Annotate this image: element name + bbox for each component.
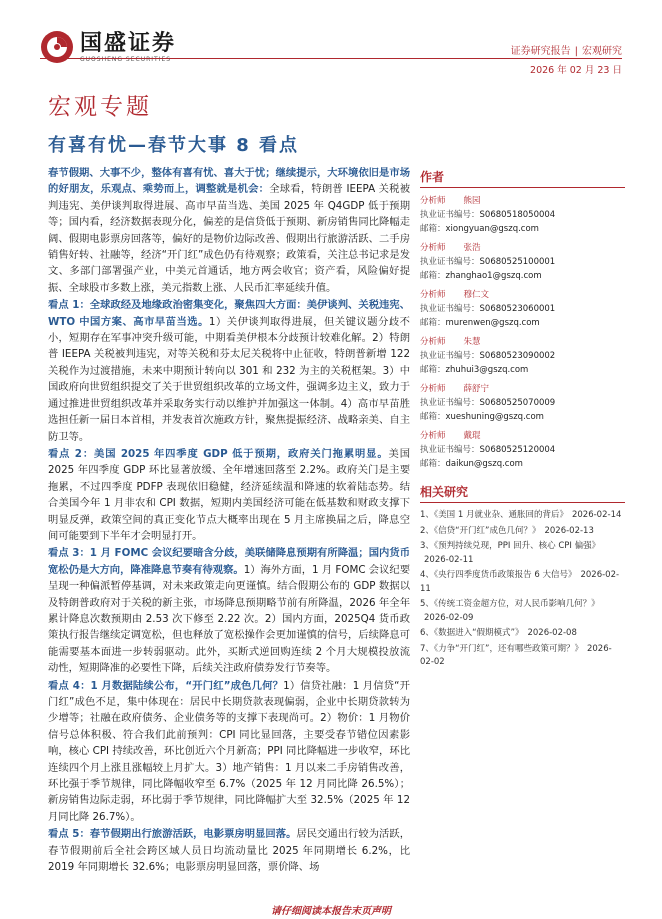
paragraph-highlight: 看点 5：春节假期出行旅游活跃，电影票房明显回落。	[48, 828, 297, 841]
related-research-date: 2026-02-09	[424, 612, 474, 623]
logo-english-name: GUOSHENG SECURITIES	[80, 55, 172, 63]
paragraph-text: 1）海外方面，1 月 FOMC 会议纪要呈现一种偏派暂停基调，对未来政策走向更谨慎。结合假期公布的 GDP 数据以及特朗普政府对于关税的新主张，市场降息预期略节前有所降温，2026 年全年累计降息次数预期由 2.53 次下修至 2.22 次。2）国内方面，2025Q4 货币政策执行报告继续定调宽松，但也释放了宽松操作会更加谨慎的信号，后续降息可能需要基本面进一步转弱驱动。此外，买断式逆回购连续 2 个月大规模投放流动性，短期降准的必要性下降，后续关注政府债券发行节奏等。	[48, 563, 411, 675]
related-research-date: 2026-02-14	[571, 510, 622, 520]
related-research-item[interactable]	[420, 525, 625, 539]
author-entry	[420, 429, 625, 471]
email-label: 邮箱：	[420, 318, 446, 328]
author-name: 熊园	[463, 196, 481, 206]
author-role: 分析师	[420, 196, 446, 206]
cert-label: 执业证书编号：	[420, 304, 480, 314]
author-role: 分析师	[420, 337, 446, 347]
cert-number: S0680525120004	[479, 445, 556, 455]
author-entry	[420, 335, 625, 377]
related-research-item[interactable]	[420, 627, 625, 641]
cert-label: 执业证书编号：	[420, 445, 480, 455]
header-divider	[40, 58, 622, 59]
author-email[interactable]: daikun@gszq.com	[445, 459, 523, 469]
author-email[interactable]: zhuhui3@gszq.com	[445, 365, 529, 375]
related-research-title: 5、《传统工资金超方位，对人民币影响几何？》	[420, 599, 600, 609]
related-research-item[interactable]	[420, 569, 625, 596]
cert-number: S0680525100001	[479, 257, 556, 267]
author-name: 薛舒宁	[463, 384, 490, 394]
paragraph-highlight: 看点 4：1 月数据陆续公布，“开门红”成色几何？	[48, 679, 284, 692]
author-name: 穆仁文	[463, 290, 490, 300]
report-body	[48, 165, 410, 876]
authors-heading: 作者	[420, 168, 625, 188]
related-research-date: 2026-02-13	[544, 525, 594, 536]
related-research-item[interactable]	[420, 643, 625, 670]
related-research-title: 3、《预判持续兑现，PPI 回升、核心 CPI 偏强》	[420, 541, 601, 551]
paragraph-highlight: 看点 1：全球政经及地缘政治密集变化，聚焦四大方面：美伊谈判、关税违宪、WTO 中国方案、高市早苗当选。	[48, 299, 410, 328]
cert-number: S0680523060001	[479, 304, 556, 314]
email-label: 邮箱：	[420, 224, 446, 234]
email-label: 邮箱：	[420, 459, 446, 469]
paragraph-text: 1）信贷社融：1 月信贷“开门红”成色不足，集中体现在：居民中长期贷款表现偏弱，企业中长期贷款转为少增等；社融在政府债务、企业债务等的支撑下表现尚可。2）物价：1 月物价信号总体积极、符合我们此前预判：CPI 同比显回落，主要受春节错位因素影响，核心 CPI 持续改善，环比创近六个月新高；PPI 同比降幅进一步收窄，环比连续四个月上涨且涨幅较上月扩大。3）地产销售：1 月以来二手房销售改善，环比强于季节规律，同比降幅收窄至 6.7%（2025 年 12 月同比降 26.5%）；新房销售边际走弱，环比弱于季节规律，同比降幅扩大至 32.5%（2025 年 12 月同比降 26.7%）。	[48, 679, 410, 823]
author-role: 分析师	[420, 384, 446, 394]
related-research-title: 7、《力争“开门红”，还有哪些政策可期？》	[420, 643, 583, 654]
related-research-date: 2026-02-11	[420, 570, 620, 594]
sidebar	[420, 168, 625, 672]
related-research-item[interactable]	[420, 509, 625, 523]
related-research-title: 6、《数据进入“假期模式”》	[420, 628, 524, 638]
author-entry	[420, 382, 625, 424]
cert-label: 执业证书编号：	[420, 398, 480, 408]
author-name: 朱慧	[463, 337, 481, 347]
authors-list	[420, 194, 625, 471]
author-role: 分析师	[420, 431, 446, 441]
related-research-date: 2026-02-08	[527, 628, 577, 638]
paragraph-summary	[48, 165, 410, 296]
report-type-header	[511, 42, 622, 57]
related-research-date: 2026-02-02	[420, 643, 612, 667]
paragraph-text: 居民交通出行较为活跃，春节假期前后全社会跨区域人员日均流动量比 2025 年同期增长 6.2%，比 2019 年同期增长 32.6%；电影票房明显回落，票价降、场	[48, 828, 411, 874]
author-entry	[420, 194, 625, 236]
cert-label: 执业证书编号：	[420, 210, 480, 220]
paragraph-point-2	[48, 446, 410, 544]
related-research-heading: 相关研究	[420, 483, 625, 503]
author-name: 张浩	[463, 243, 481, 253]
paragraph-point-4	[48, 678, 410, 826]
email-label: 邮箱：	[420, 365, 446, 375]
author-email[interactable]: xueshuning@gszq.com	[445, 412, 544, 422]
author-entry	[420, 241, 625, 283]
paragraph-highlight: 看点 3：1 月 FOMC 会议纪要暗含分歧，美联储降息预期有所降温；国内货币宽松仍是大方向，降准降息节奏有待观察。	[48, 547, 410, 576]
related-research-title: 4、《央行四季度货币政策报告 6 大信号》	[420, 570, 577, 580]
author-entry	[420, 288, 625, 330]
author-role: 分析师	[420, 290, 446, 300]
cert-number: S0680523090002	[479, 351, 556, 361]
author-email[interactable]: xiongyuan@gszq.com	[445, 224, 539, 234]
author-role: 分析师	[420, 243, 446, 253]
cert-number: S0680525070009	[479, 398, 556, 408]
author-email[interactable]: murenwen@gszq.com	[445, 318, 540, 328]
report-main-title: 有喜有忧—春节大事 8 看点	[48, 135, 300, 156]
cert-label: 执业证书编号：	[420, 351, 480, 361]
paragraph-point-5	[48, 826, 410, 875]
report-type: 证券研究报告	[510, 46, 571, 57]
paragraph-text: 全球看，特朗普 IEEPA 关税被判违宪、美伊谈判取得进展、高市早苗当选、美国 2025 年 Q4GDP 低于预期等；国内看，经济数据表现分化，偏差的是信贷低于预期、新房销售同比降幅走阔、假期电影票房回落等，偏好的是物价边际改善、假期出行旅游活跃、二手房销售好转、社融等，经济“开门红”成色仍有待观察；政策看，关注总书记求是发文、多部门部署强产业，中美元首通话，地方两会收官；资产看，风险偏好提振、全球股市多数上涨，美元指数上涨、人民币汇率延续升值。	[48, 183, 410, 294]
author-email[interactable]: zhanghao1@gszq.com	[445, 271, 542, 281]
author-name: 戴琨	[463, 431, 481, 441]
related-research-list	[420, 509, 625, 670]
related-research-title: 1、《美国 1 月就业杂、通胀回的背后》	[420, 510, 568, 520]
paragraph-highlight: 春节假期、大事不少，整体有喜有忧、喜大于忧；继续提示，大环境依旧是市场的好朋友，乐观点、乘势而上，调整就是机会：	[48, 167, 410, 196]
report-category-small: 宏观研究	[582, 46, 622, 57]
related-research-title: 2、《信贷“开门红”成色几何？》	[420, 525, 541, 536]
paragraph-highlight: 看点 2：美国 2025 年四季度 GDP 低于预期，政府关门拖累明显。	[48, 447, 389, 460]
report-category-title: 宏观专题	[48, 94, 152, 120]
cert-number: S0680518050004	[479, 210, 556, 220]
related-research-item[interactable]	[420, 540, 625, 567]
logo-chinese-name: 国盛证券	[80, 30, 177, 56]
paragraph-text: 1）关伊谈判取得进展，但关键议题分歧不小，短期存在军事冲突升级可能，中期看美伊根本分歧预计较难化解。2）特朗普 IEEPA 关税被判违宪，对等关税和芬太尼关税将中止征收，特朗普新增 122 关税作为过渡措施，未来中期预计转向以 301 和 232 为主的关税框架。3）中国政府向世贸组织提交了关于世贸组织改革的立场文件，强调多边主义，致力于通过推进世贸组织改革并采取务实行动以维护并加强这一体制。4）高市早苗胜选担任新一届日本首相，并发表首次施政方针，聚焦提振经济、战略亲美、自主防卫等。	[48, 315, 410, 443]
email-label: 邮箱：	[420, 412, 446, 422]
paragraph-text: 美国 2025 年四季度 GDP 环比显著放缓、全年增速回落至 2.2%。政府关门是主要拖累，不过四季度 PDFP 表现依旧稳健，经济延续温和降速的软着陆态势。结合美国今年 1 月非农和 CPI 数据，短期内美国经济可能在低基数和财政支撑下明显反弹，政策空间的真正变化节点大概率出现在 5 月主席换届之后，降息空间可能要到下半年才会明显打开。	[48, 447, 411, 542]
cert-label: 执业证书编号：	[420, 257, 480, 267]
paragraph-point-1	[48, 297, 410, 445]
email-label: 邮箱：	[420, 271, 446, 281]
header-separator: |	[574, 46, 578, 57]
footer-disclaimer: 请仔细阅读本报告末页声明	[271, 906, 391, 917]
related-research-date: 2026-02-11	[424, 554, 474, 565]
paragraph-point-3	[48, 545, 410, 676]
report-date: 2026 年 02 月 23 日	[530, 65, 622, 76]
related-research-item[interactable]	[420, 598, 625, 625]
